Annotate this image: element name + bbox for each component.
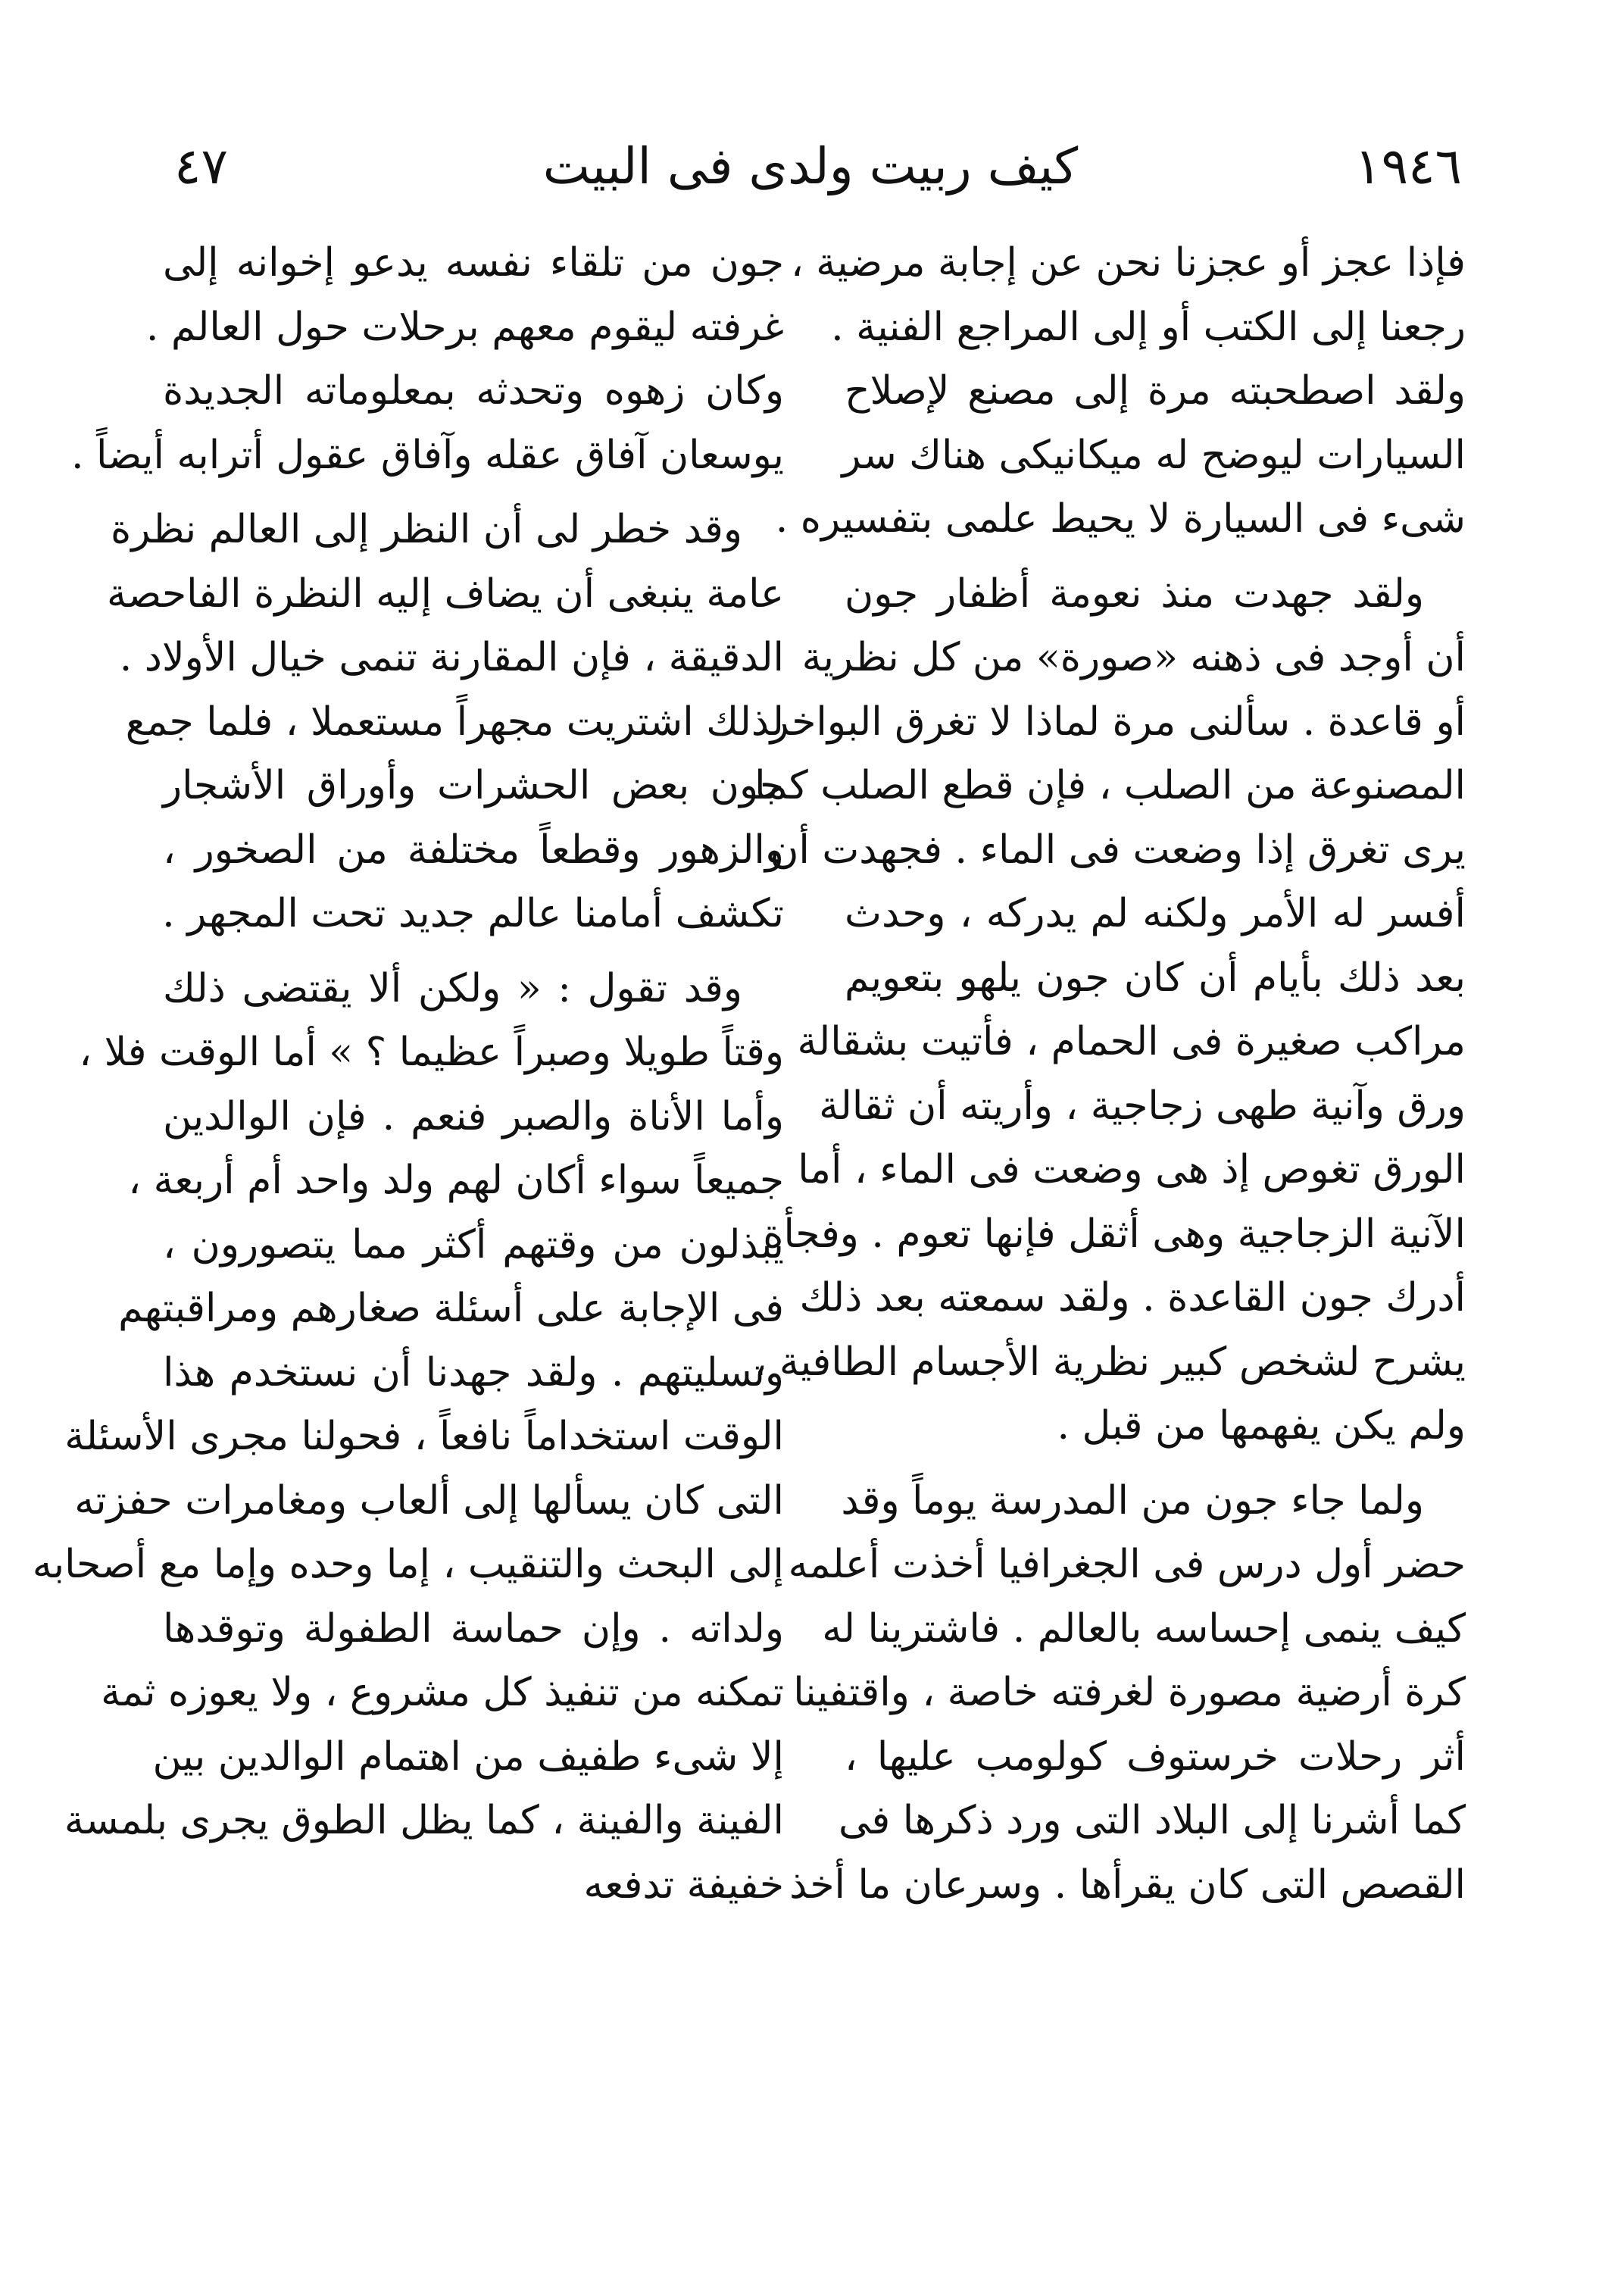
text-line: ولم يكن يفهمها من قبل .: [1057, 1403, 1466, 1449]
text-line: رجعنا إلى الكتب أو إلى المراجع الفنية .: [831, 304, 1466, 350]
text-line: شىء فى السيارة لا يحيط علمى بتفسيره .: [775, 496, 1466, 542]
running-title: كيف ربيت ولدى فى البيت: [542, 137, 1079, 195]
text-line: إلا شىء طفيف من اهتمام الوالدين بين: [152, 1733, 784, 1780]
text-line: ولداته . وإن حماسة الطفولة وتوقدها: [163, 1605, 784, 1652]
text-line: يبذلون من وقتهم أكثر مما يتصورون ،: [163, 1221, 784, 1267]
text-line: كيف ينمى إحساسه بالعالم . فاشترينا له: [822, 1605, 1466, 1652]
text-line: تكشف أمامنا عالم جديد تحت المجهر .: [162, 891, 784, 936]
text-line: أدرك جون القاعدة . ولقد سمعته بعد ذلك: [799, 1275, 1466, 1321]
text-line: جون بعض الحشرات وأوراق الأشجار: [163, 763, 784, 808]
text-line: يرى تغرق إذا وضعت فى الماء . فجهدت أن: [770, 827, 1466, 873]
text-line: تمكنه من تنفيذ كل مشروع ، ولا يعوزه ثمة: [101, 1670, 784, 1715]
text-line: الورق تغوص إذ هى وضعت فى الماء ، أما: [798, 1147, 1466, 1192]
text-line: جميعاً سواء أكان لهم ولد واحد أم أربعة ،: [128, 1158, 784, 1203]
text-columns: [32, 231, 1466, 2140]
text-line: وتسليتهم . ولقد جهدنا أن نستخدم هذا: [163, 1349, 784, 1396]
text-line: أفسر له الأمر ولكنه لم يدركه ، وحدث: [845, 891, 1466, 936]
text-line: يوسعان آفاق عقله وآفاق عقول أترابه أيضاً .: [70, 432, 784, 478]
text-line: الآنية الزجاجية وهى أثقل فإنها تعوم . وفجأة: [763, 1211, 1466, 1257]
text-line: المصنوعة من الصلب ، فإن قطع الصلب كما: [754, 763, 1466, 808]
text-line: ورق وآنية طهى زجاجية ، وأريته أن ثقالة: [819, 1083, 1466, 1129]
text-line: بعد ذلك بأيام أن كان جون يلهو بتعويم: [845, 955, 1466, 1001]
text-line: فإذا عجز أو عجزنا نحن عن إجابة مرضية ،: [790, 240, 1466, 286]
text-line: أن أوجد فى ذهنه «صورة» من كل نظرية: [801, 635, 1466, 680]
text-line: وأما الأناة والصبر فنعم . فإن الوالدين: [163, 1093, 784, 1139]
right-column: [754, 231, 1466, 2140]
page-header: [159, 129, 1462, 212]
text-line: أثر رحلات خرستوف كولومب عليها ،: [845, 1733, 1466, 1780]
text-line: عامة ينبغى أن يضاف إليه النظرة الفاحصة: [106, 570, 784, 617]
page-number: ٤٧: [174, 137, 228, 195]
text-line: التى كان يسألها إلى ألعاب ومغامرات حفزته: [74, 1477, 784, 1524]
text-line: ولقد اصطحبته مرة إلى مصنع لإصلاح: [845, 368, 1466, 414]
text-line: ولما جاء جون من المدرسة يوماً وقد: [841, 1477, 1424, 1524]
text-line: لذلك اشتريت مجهراً مستعملا ، فلما جمع: [125, 699, 784, 745]
text-line: حضر أول درس فى الجغرافيا أخذت أعلمه: [788, 1542, 1466, 1587]
text-line: كرة أرضية مصورة لغرفته خاصة ، واقتفينا: [793, 1670, 1466, 1715]
text-line: الوقت استخداماً نافعاً ، فحولنا مجرى الأسئلة: [64, 1414, 784, 1459]
text-line: وكان زهوه وتحدثه بمعلوماته الجديدة: [163, 368, 784, 414]
text-line: مراكب صغيرة فى الحمام ، فأتيت بشقالة: [797, 1019, 1466, 1064]
text-line: إلى البحث والتنقيب ، إما وحده وإما مع أصحابه: [32, 1542, 784, 1587]
text-line: غرفته ليقوم معهم برحلات حول العالم .: [145, 304, 784, 350]
text-line: الفينة والفينة ، كما يظل الطوق يجرى بلمسة: [64, 1798, 784, 1843]
text-line: ولقد جهدت منذ نعومة أظفار جون: [845, 570, 1424, 617]
text-line: وقد خطر لى أن النظر إلى العالم نظرة: [111, 507, 742, 552]
header-year: ١٩٤٦: [1354, 137, 1462, 195]
text-line: والزهور وقطعاً مختلفة من الصخور ،: [163, 827, 784, 873]
text-line: خفيفة تدفعه: [583, 1861, 784, 1908]
text-line: كما أشرنا إلى البلاد التى ورد ذكرها فى: [839, 1798, 1466, 1843]
text-line: الدقيقة ، فإن المقارنة تنمى خيال الأولاد .: [119, 635, 784, 680]
text-line: وقد تقول : « ولكن ألا يقتضى ذلك: [163, 965, 742, 1011]
text-line: فى الإجابة على أسئلة صغارهم ومراقبتهم: [118, 1286, 784, 1331]
text-line: جون من تلقاء نفسه يدعو إخوانه إلى: [163, 240, 784, 286]
text-line: وقتاً طويلا وصبراً عظيما ؟ » أما الوقت فلا ،: [79, 1030, 784, 1075]
left-column: [32, 231, 784, 2140]
text-line: أو قاعدة . سألنى مرة لماذا لا تغرق البواخر: [770, 699, 1466, 745]
text-line: يشرح لشخص كبير نظرية الأجسام الطافية ،: [754, 1339, 1466, 1385]
text-line: القصص التى كان يقرأها . وسرعان ما أخذ: [789, 1861, 1466, 1908]
text-line: السيارات ليوضح له ميكانيكى هناك سر: [842, 432, 1466, 478]
